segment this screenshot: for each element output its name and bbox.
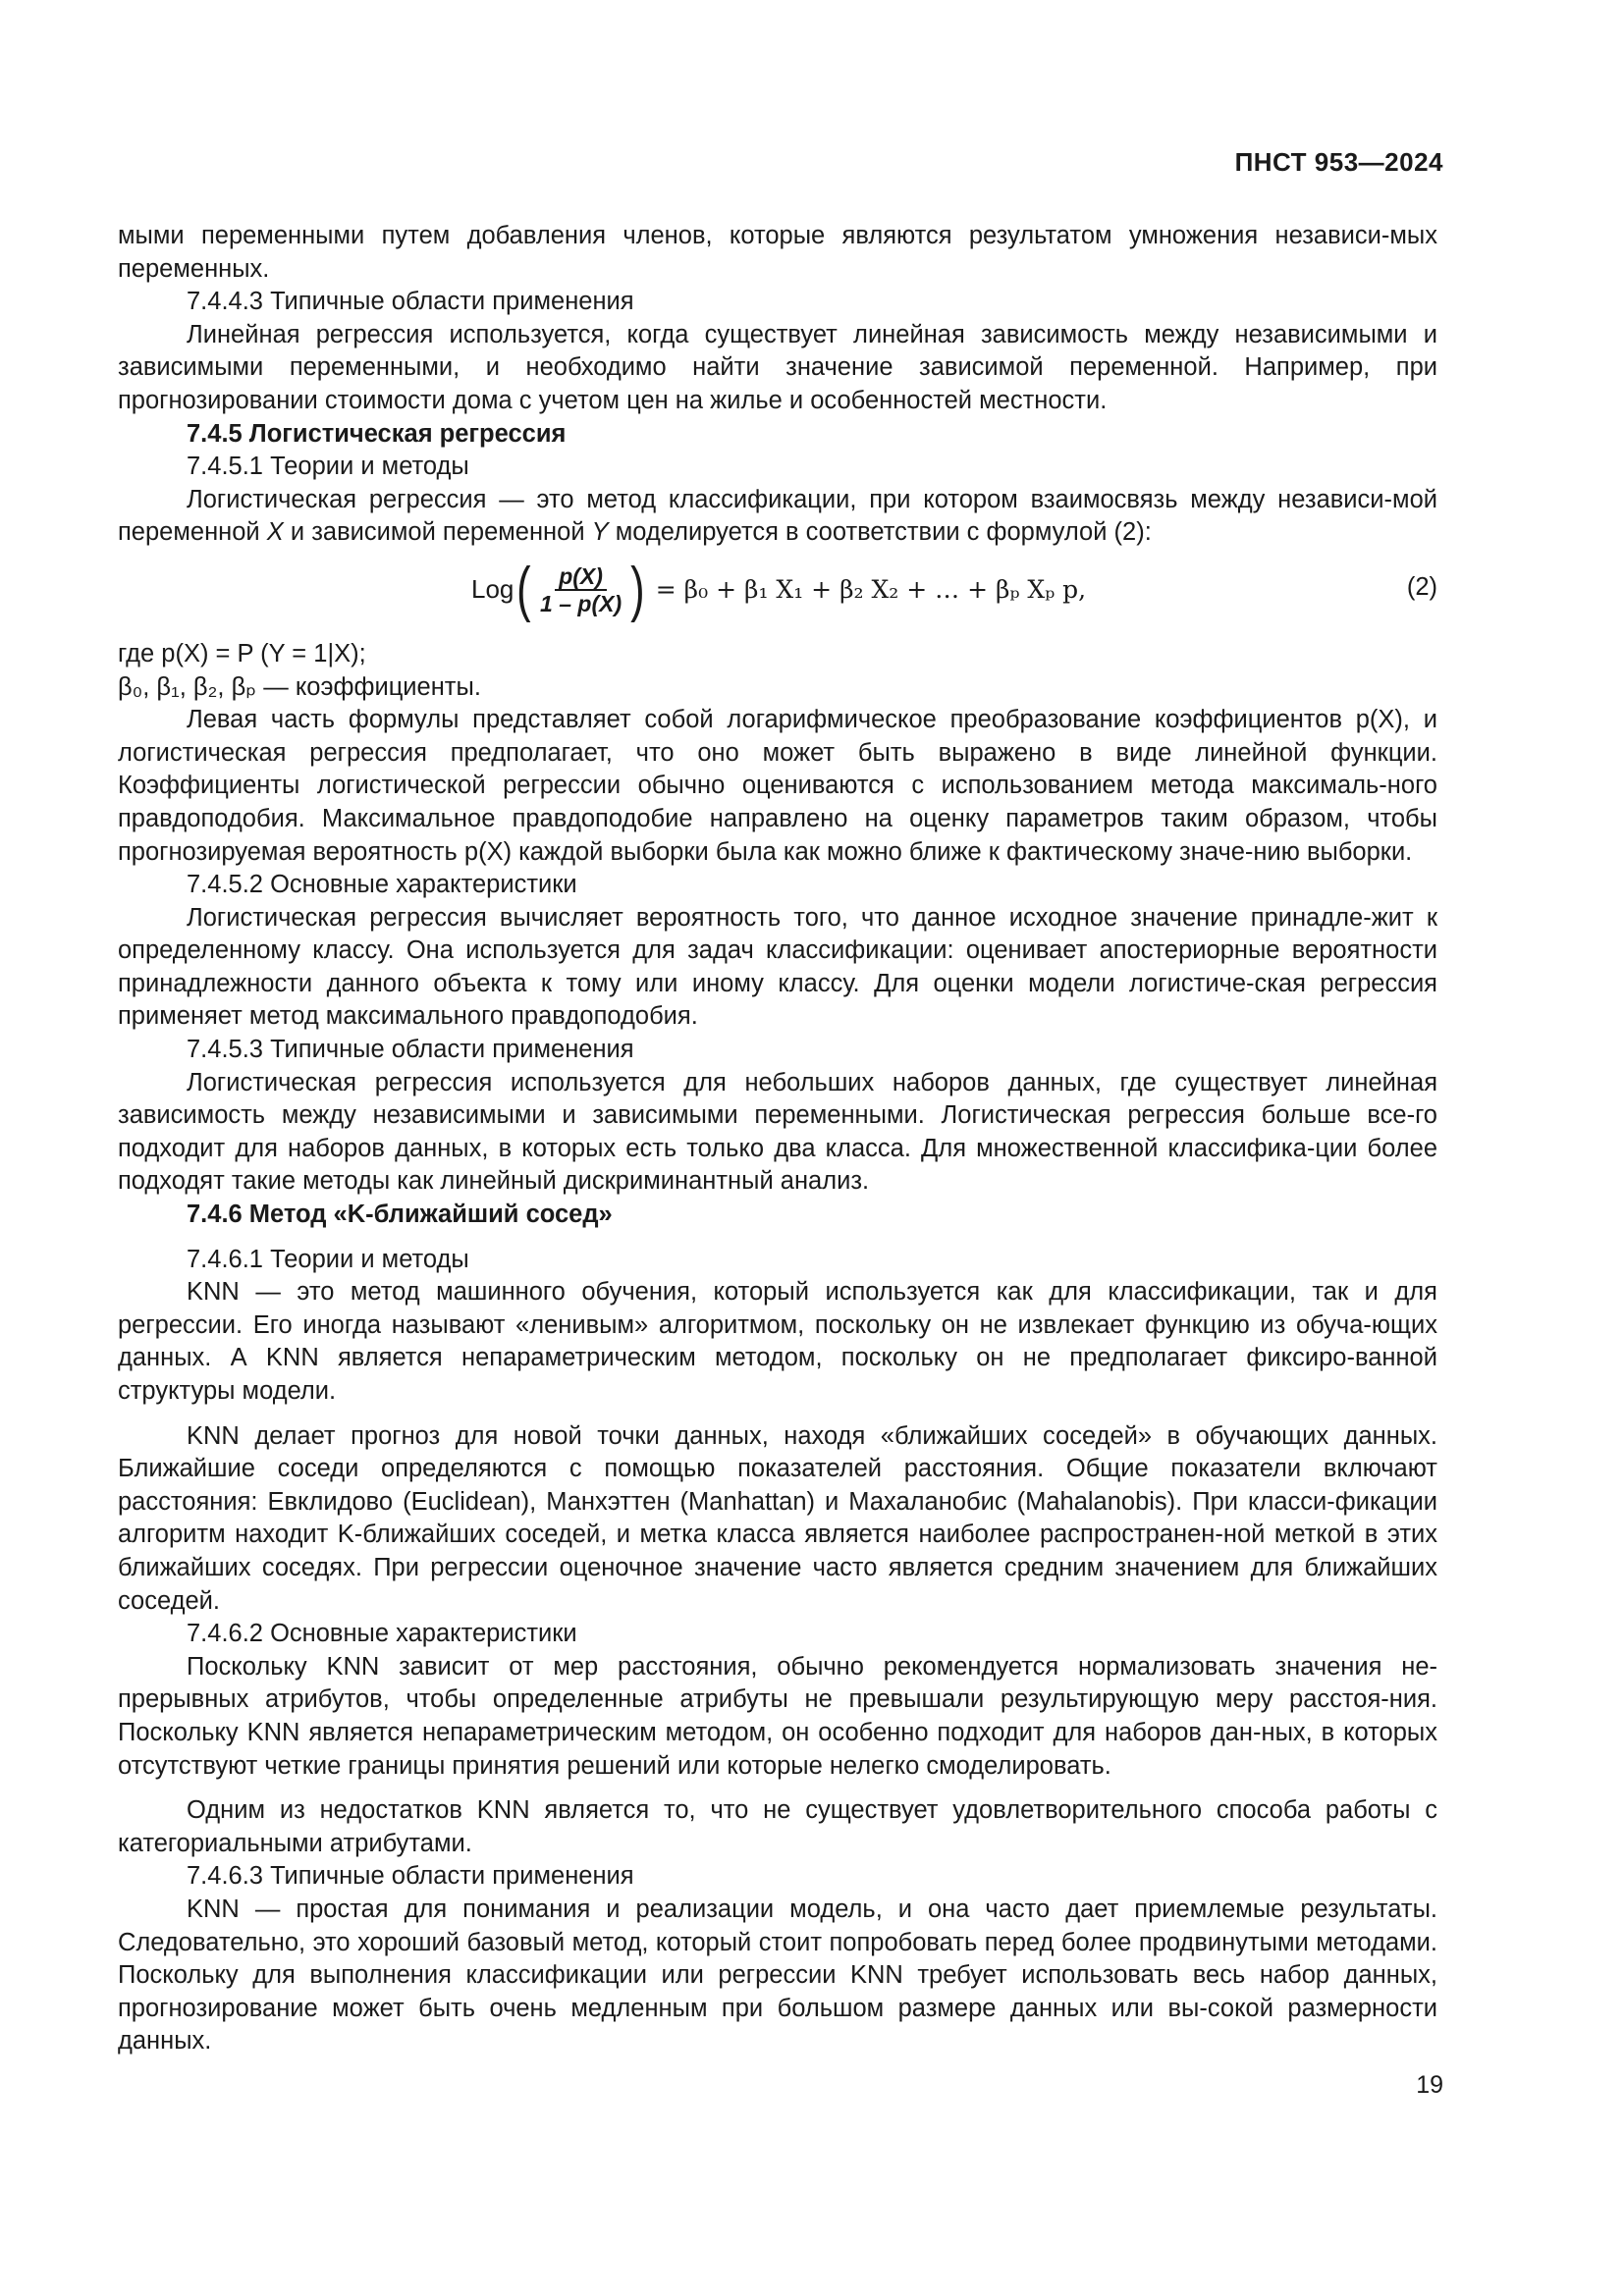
section-heading: 7.4.5 Логистическая регрессия — [187, 419, 567, 448]
paragraph: Логистическая регрессия вычисляет вероятность того, что данное исходное значение принадле-жит к определенному классу. Она используется для задач классификации: оценивает апостериорные вероятности принадлежности данного объекта к тому или иному классу. Для оценки модели логистиче-ская регрессия применяет метод максимального правдоподобия. — [118, 903, 1437, 1031]
paragraph: мыми переменными путем добавления членов, которые являются результатом умножения независи-мых переменных. — [118, 222, 1437, 283]
variable-x: X — [266, 518, 284, 547]
section-heading: 7.4.6 Метод «K-ближайший сосед» — [187, 1201, 613, 1229]
paragraph: Левая часть формулы представляет собой логарифмическое преобразование коэффициентов p(X), и логистическая регрессия предполагает, что оно может быть выражено в виде линейной функции. Коэффициенты логистической регрессии обычно оцениваются с использованием метода максималь-ного правдоподобия. Максимальное правдоподобие направлено на оценку параметров таким образом, чтобы прогнозируемая вероятность p(X) каждой выборки была как можно ближе к фактическому значе-нию выборки. — [118, 706, 1437, 866]
formula-body — [471, 555, 1087, 623]
subsection-heading: 7.4.5.2 Основные характеристики — [187, 871, 577, 899]
subsection-heading: 7.4.4.3 Типичные области применения — [187, 288, 634, 316]
subsection-heading: 7.4.5.1 Теории и методы — [187, 453, 469, 481]
paragraph: Логистическая регрессия используется для небольших наборов данных, где существует линейная зависимость между независимыми и зависимыми переменными. Логистическая регрессия больше все-го подходит для наборов данных, в которых есть только два класса. Для множественной классифика-ции более подходят такие методы как линейный дискриминантный анализ. — [118, 1068, 1437, 1196]
formula-coefficients: β₀, β₁, β₂, βₚ — коэффициенты. — [118, 672, 481, 701]
formula-log: Log — [471, 574, 514, 605]
document-body — [118, 220, 1437, 2058]
fraction-numerator: p(X) — [555, 563, 607, 591]
subsection-heading: 7.4.6.2 Основные характеристики — [187, 1620, 577, 1648]
left-paren: ( — [516, 555, 531, 623]
subsection-heading: 7.4.6.3 Типичные области применения — [187, 1862, 634, 1891]
paragraph: Поскольку KNN зависит от мер расстояния, обычно рекомендуется нормализовать значения не-прерывных атрибутов, чтобы определенные атрибуты не превышали результирующую меру расстоя-ния. Поскольку KNN является непараметрическим методом, он особенно подходит для наборов дан-ных, в которых отсутствуют четкие границы принятия решений или которые нелегко смоделировать. — [118, 1652, 1437, 1780]
page-number: 19 — [1416, 2071, 1443, 2099]
text-run: Логистическая регрессия — это метод классификации, при котором взаимосвязь между независи-мой переменной — [118, 485, 1437, 547]
formula-fraction — [536, 563, 625, 616]
formula-number: (2) — [1406, 572, 1437, 601]
text-run: моделируется в соответствии с формулой (2): — [615, 518, 1152, 547]
formula-where: где p(X) = P (Y = 1|X); — [118, 639, 366, 667]
paragraph — [118, 484, 1437, 550]
document-id: ПНСТ 953—2024 — [1234, 147, 1443, 177]
subsection-heading: 7.4.6.1 Теории и методы — [187, 1245, 469, 1273]
subsection-heading: 7.4.5.3 Типичные области применения — [187, 1036, 634, 1064]
paragraph: KNN — это метод машинного обучения, который используется как для классификации, так и для регрессии. Его иногда называют «ленивым» алгоритмом, поскольку он не извлекает функцию из обуча-ющих данных. А KNN является непараметрическим методом, поскольку он не предполагает фиксиро-ванной структуры модели. — [118, 1278, 1437, 1405]
paragraph: KNN — простая для понимания и реализации модель, и она часто дает приемлемые результаты. Следовательно, это хороший базовый метод, который стоит попробовать перед более продвинутыми методами. Поскольку для выполнения классификации или регрессии KNN требует использовать весь набор данных, прогнозирование может быть очень медленным при большом размере данных или вы-сокой размерности данных. — [118, 1895, 1437, 2056]
paragraph: Линейная регрессия используется, когда существует линейная зависимость между независимыми и зависимыми переменными, и необходимо найти значение зависимой переменной. Например, при прогнозировании стоимости дома с учетом цен на жилье и особенностей местности. — [118, 320, 1437, 414]
fraction-denominator: 1 – p(X) — [540, 590, 623, 616]
paragraph: KNN делает прогноз для новой точки данных, находя «ближайших соседей» в обучающих данных. Ближайшие соседи определяются с помощью показателей расстояния. Общие показатели включают расстояния: Евклидово (Euclidean), Манхэттен (Manhattan) и Махаланобис (Mahalanobis). При класси-фикации алгоритм находит K-ближайших соседей, и метка класса является наиболее распространен-ной меткой в этих ближайших соседях. При регрессии оценочное значение часто является средним значением для ближайших соседей. — [118, 1421, 1437, 1615]
formula-2 — [118, 554, 1437, 636]
text-run: и зависимой переменной — [290, 518, 585, 547]
right-paren: ) — [630, 555, 645, 623]
paragraph: Одним из недостатков KNN является то, что не существует удовлетворительного способа работы с категориальными атрибутами. — [118, 1796, 1437, 1857]
formula-rhs: = β₀ + β₁ X₁ + β₂ X₂ + … + βₚ Xₚ p, — [655, 575, 1087, 605]
variable-y: Y — [591, 518, 609, 547]
